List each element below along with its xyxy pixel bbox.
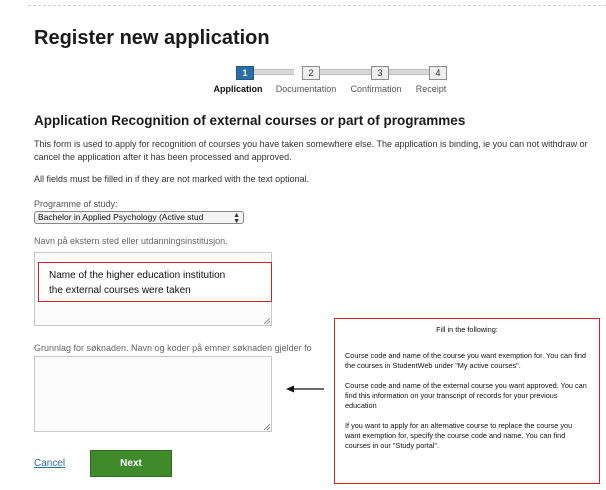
arrow-left-icon	[286, 384, 324, 394]
required-fields-note: All fields must be filled in if they are not marked with the text optional.	[34, 174, 310, 184]
institution-annotation-line: Name of the higher education institution	[49, 270, 226, 281]
programme-select[interactable]	[34, 211, 244, 224]
intro-text: This form is used to apply for recognition of courses you have taken somewhere else. The application is binding, ie you can not withdraw or cancel the application after it has been processed and approved.	[34, 139, 588, 162]
reason-textarea[interactable]	[34, 356, 272, 432]
cancel-link[interactable]: Cancel	[34, 458, 66, 469]
resize-grip-icon[interactable]	[264, 318, 270, 324]
institution-annotation-line: the external courses were taken	[49, 285, 191, 296]
step-1-label: Application	[213, 84, 263, 94]
external-institution-label: Navn på ekstern sted eller utdanningsinstitusjon.	[34, 236, 228, 246]
step-3-marker: 3	[371, 66, 389, 80]
instructions-title: Fill in the following:	[436, 325, 498, 334]
section-title: Application Recognition of external courses or part of programmes	[34, 113, 466, 128]
step-connector	[320, 69, 371, 75]
resize-grip-icon[interactable]	[264, 424, 270, 430]
next-button[interactable]: Next	[90, 450, 172, 477]
step-2-marker: 2	[302, 66, 320, 80]
instructions-annotation	[334, 318, 600, 484]
step-connector	[254, 69, 294, 75]
step-4-marker: 4	[429, 66, 447, 80]
select-arrows-icon: ▲ ▼	[233, 212, 240, 224]
instructions-paragraph: If you want to apply for an alternative course to replace the course you want exemption for, specify the course code and name. You can find courses in our "Study portal".	[345, 421, 573, 450]
top-divider	[28, 5, 606, 6]
step-4-label: Receipt	[415, 84, 447, 94]
step-1-marker: 1	[236, 66, 254, 80]
step-2-label: Documentation	[275, 84, 337, 94]
step-connector	[389, 69, 431, 75]
programme-label: Programme of study:	[34, 199, 118, 209]
progress-stepper	[205, 66, 455, 96]
instructions-paragraph: Course code and name of the external course you want approved. You can find this information on your transcript of records for your previous education	[345, 381, 587, 410]
instructions-paragraph: Course code and name of the course you want exemption for. You can find the courses in StudentWeb under "My active courses".	[345, 351, 586, 370]
institution-annotation	[38, 262, 272, 302]
programme-selected-value: Bachelor in Applied Psychology (Active stud	[38, 212, 204, 222]
step-3-label: Confirmation	[350, 84, 402, 94]
reason-label: Grunnlag for søknaden. Navn og koder på emner søknaden gjelder fo	[34, 343, 312, 353]
page-title: Register new application	[34, 27, 270, 49]
